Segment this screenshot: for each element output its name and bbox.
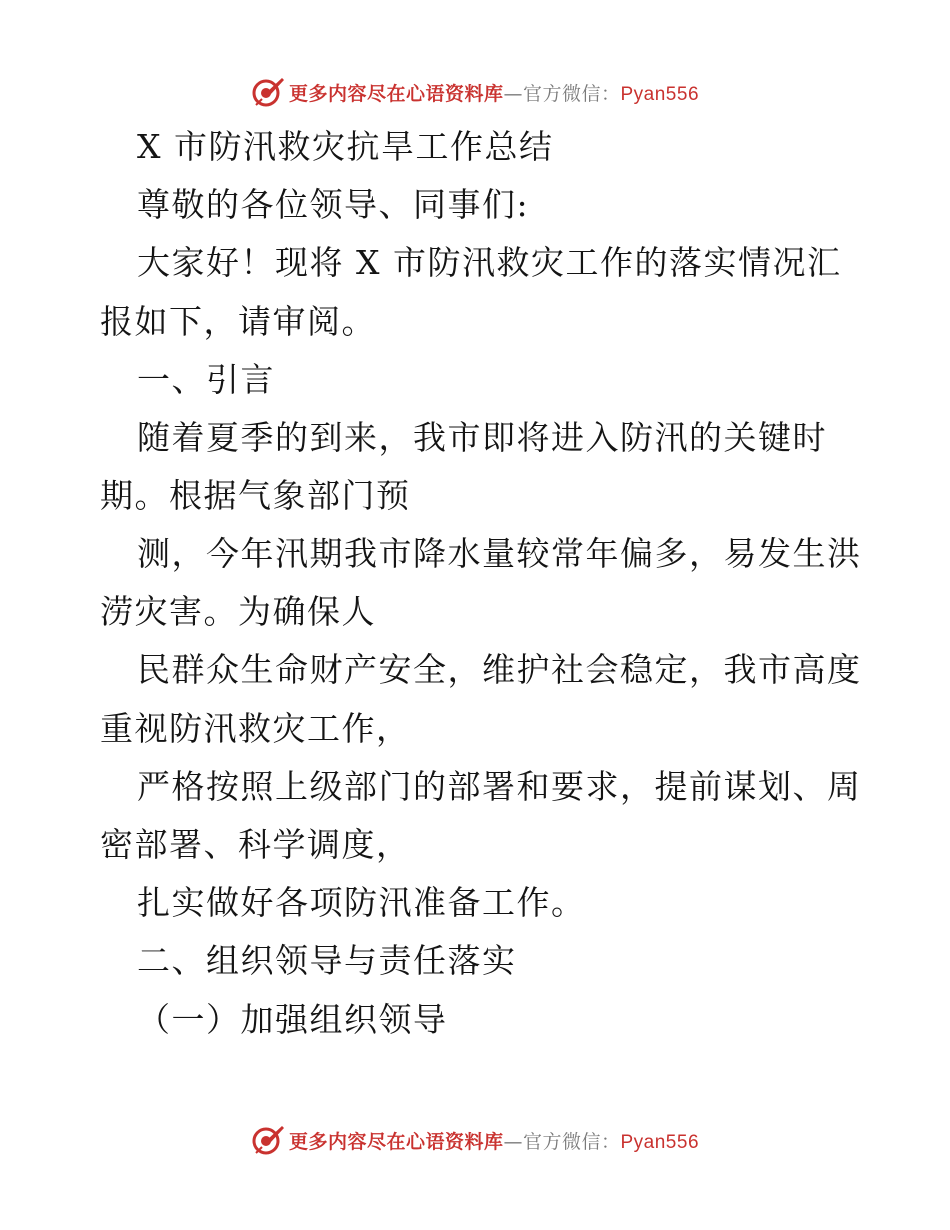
- paragraph-line: 涝灾害。为确保人: [100, 592, 376, 631]
- paragraph-line: 报如下，请审阅。: [100, 302, 376, 341]
- salutation: 尊敬的各位领导、同事们:: [137, 185, 530, 224]
- section-heading: 一、引言: [137, 360, 275, 399]
- section-heading: 二、组织领导与责任落实: [137, 941, 517, 980]
- watermark-separator: —: [503, 1130, 523, 1153]
- paragraph-line: 测，今年汛期我市降水量较常年偏多，易发生洪: [137, 534, 862, 573]
- paragraph-line: 密部署、科学调度，: [100, 825, 411, 864]
- header-watermark: [0, 72, 950, 112]
- subsection-heading: （一）加强组织领导: [137, 1000, 448, 1039]
- paragraph-line: 重视防汛救灾工作，: [100, 709, 411, 748]
- footer-watermark: [0, 1120, 950, 1160]
- watermark-text: [289, 1127, 699, 1154]
- watermark-separator: —: [503, 82, 523, 105]
- paragraph-line: 严格按照上级部门的部署和要求，提前谋划、周: [137, 767, 862, 806]
- watermark-wechat-id: Pyan556: [620, 83, 700, 105]
- watermark-main-text: 更多内容尽在心语资料库: [288, 1130, 504, 1153]
- paragraph-line: 民群众生命财产安全，维护社会稳定，我市高度: [137, 650, 862, 689]
- document-title: X 市防汛救灾抗旱工作总结: [137, 127, 554, 166]
- paragraph-line: 大家好！现将 X 市防汛救灾工作的落实情况汇: [137, 243, 842, 282]
- watermark-text: [289, 79, 699, 106]
- watermark-official-label: 官方微信：: [522, 82, 621, 105]
- watermark-main-text: 更多内容尽在心语资料库: [288, 82, 504, 105]
- pen-logo-icon: [251, 1123, 285, 1157]
- pen-logo-icon: [251, 75, 285, 109]
- paragraph-line: 随着夏季的到来，我市即将进入防汛的关键时: [137, 418, 827, 457]
- watermark-official-label: 官方微信：: [522, 1130, 621, 1153]
- paragraph-line: 扎实做好各项防汛准备工作。: [137, 883, 586, 922]
- paragraph-line: 期。根据气象部门预: [100, 476, 411, 515]
- watermark-wechat-id: Pyan556: [620, 1131, 700, 1153]
